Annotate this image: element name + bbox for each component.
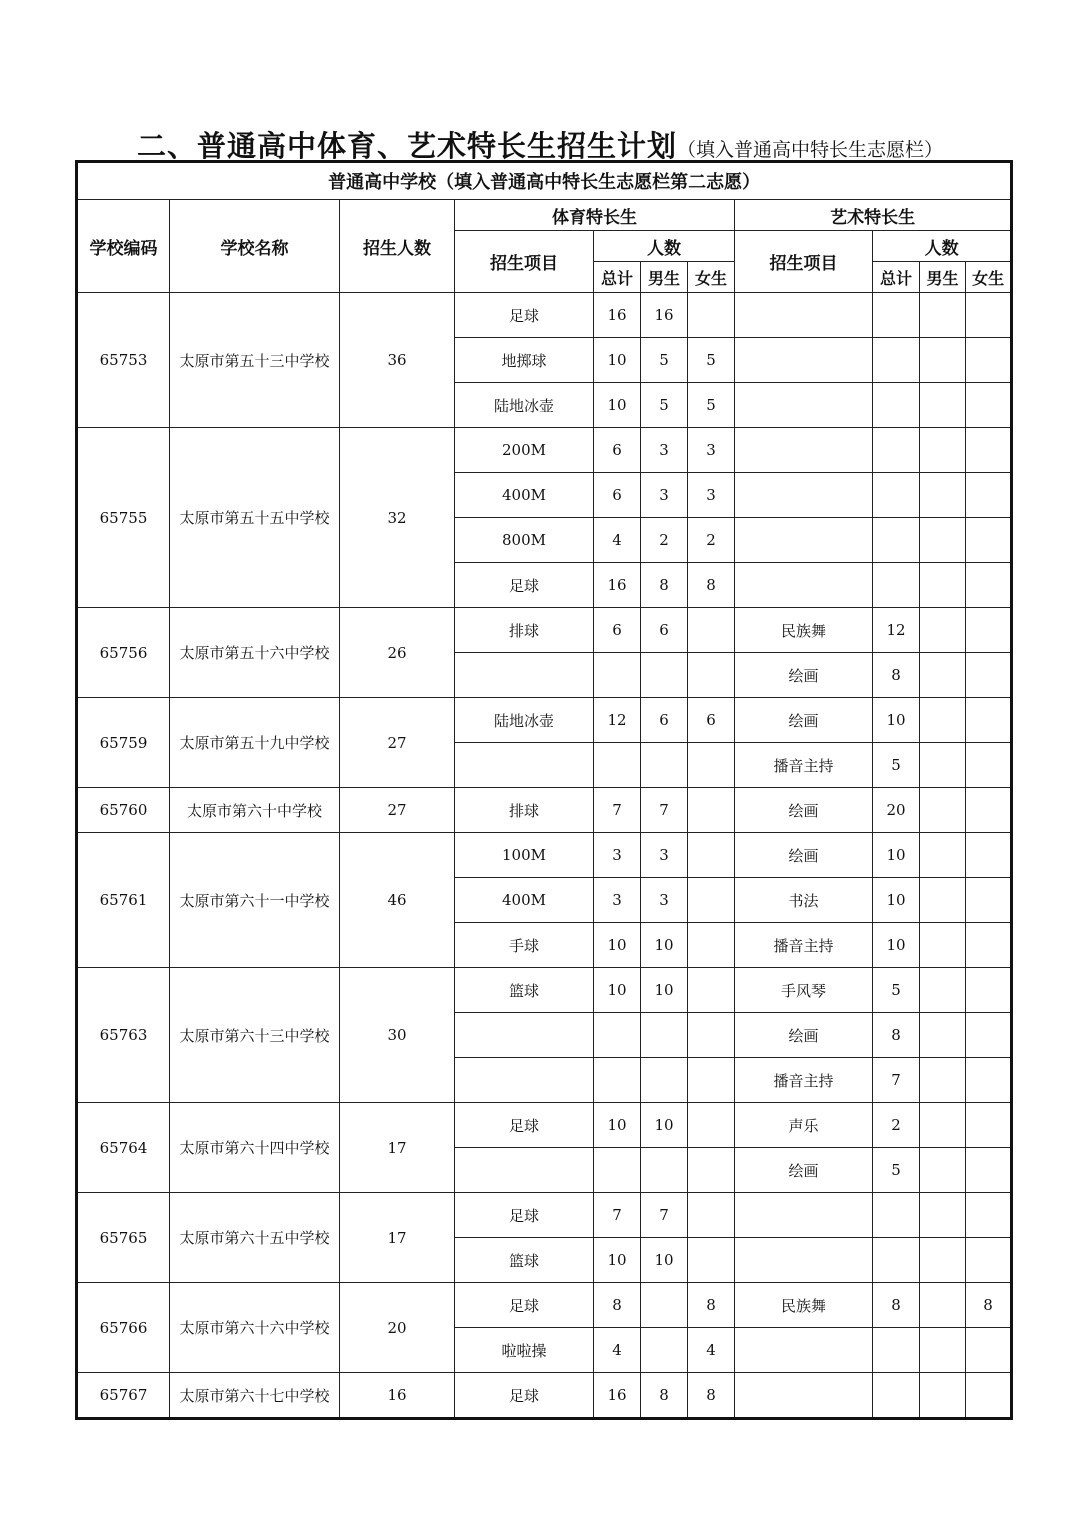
cell-arts-total bbox=[873, 1373, 920, 1419]
cell-arts-female bbox=[966, 1058, 1012, 1103]
cell-sports-male: 5 bbox=[641, 383, 688, 428]
cell-sports-total bbox=[594, 653, 641, 698]
cell-sports-total: 3 bbox=[594, 833, 641, 878]
cell-enrollment: 46 bbox=[340, 833, 455, 968]
cell-school-name: 太原市第五十九中学校 bbox=[170, 698, 340, 788]
header-enrollment: 招生人数 bbox=[340, 200, 455, 293]
cell-arts-project bbox=[735, 338, 873, 383]
cell-school-name: 太原市第六十五中学校 bbox=[170, 1193, 340, 1283]
cell-sports-male bbox=[641, 743, 688, 788]
cell-sports-total: 4 bbox=[594, 1328, 641, 1373]
page-title bbox=[0, 124, 1080, 165]
cell-arts-female bbox=[966, 1103, 1012, 1148]
cell-arts-project: 绘画 bbox=[735, 698, 873, 743]
cell-arts-project bbox=[735, 428, 873, 473]
cell-sports-total bbox=[594, 743, 641, 788]
cell-sports-male: 2 bbox=[641, 518, 688, 563]
cell-enrollment: 26 bbox=[340, 608, 455, 698]
cell-school-name: 太原市第六十中学校 bbox=[170, 788, 340, 833]
cell-sports-female bbox=[688, 1193, 735, 1238]
cell-arts-project bbox=[735, 1193, 873, 1238]
cell-sports-male: 7 bbox=[641, 788, 688, 833]
cell-arts-female bbox=[966, 383, 1012, 428]
cell-sports-total: 3 bbox=[594, 878, 641, 923]
cell-arts-male bbox=[920, 1193, 966, 1238]
cell-enrollment: 20 bbox=[340, 1283, 455, 1373]
cell-arts-female bbox=[966, 608, 1012, 653]
table-row bbox=[77, 1373, 1012, 1419]
cell-arts-project: 绘画 bbox=[735, 833, 873, 878]
cell-arts-project: 绘画 bbox=[735, 788, 873, 833]
cell-arts-female bbox=[966, 1238, 1012, 1283]
cell-sports-male: 8 bbox=[641, 563, 688, 608]
cell-school-code: 65755 bbox=[77, 428, 170, 608]
cell-enrollment: 17 bbox=[340, 1193, 455, 1283]
cell-school-name: 太原市第五十六中学校 bbox=[170, 608, 340, 698]
cell-sports-male: 5 bbox=[641, 338, 688, 383]
cell-sports-male bbox=[641, 1013, 688, 1058]
cell-sports-male: 8 bbox=[641, 1373, 688, 1419]
cell-sports-female bbox=[688, 608, 735, 653]
cell-school-code: 65753 bbox=[77, 293, 170, 428]
cell-arts-total bbox=[873, 428, 920, 473]
cell-sports-male: 3 bbox=[641, 473, 688, 518]
cell-sports-total: 10 bbox=[594, 338, 641, 383]
header-sports: 体育特长生 bbox=[455, 200, 735, 231]
cell-enrollment: 16 bbox=[340, 1373, 455, 1419]
cell-arts-total: 8 bbox=[873, 653, 920, 698]
cell-sports-total: 10 bbox=[594, 383, 641, 428]
cell-school-name: 太原市第六十四中学校 bbox=[170, 1103, 340, 1193]
header-sports-project: 招生项目 bbox=[455, 231, 594, 293]
cell-arts-male bbox=[920, 788, 966, 833]
cell-arts-project bbox=[735, 563, 873, 608]
header-arts-total: 总计 bbox=[873, 262, 920, 293]
header-school-code: 学校编码 bbox=[77, 200, 170, 293]
cell-sports-male: 6 bbox=[641, 608, 688, 653]
cell-arts-male bbox=[920, 1058, 966, 1103]
cell-arts-female bbox=[966, 563, 1012, 608]
cell-sports-project: 足球 bbox=[455, 293, 594, 338]
cell-arts-total: 5 bbox=[873, 1148, 920, 1193]
cell-arts-male bbox=[920, 1013, 966, 1058]
cell-arts-total bbox=[873, 338, 920, 383]
header-arts-male: 男生 bbox=[920, 262, 966, 293]
cell-sports-total bbox=[594, 1058, 641, 1103]
cell-arts-total bbox=[873, 1328, 920, 1373]
cell-arts-male bbox=[920, 743, 966, 788]
cell-arts-project bbox=[735, 1238, 873, 1283]
cell-sports-male bbox=[641, 653, 688, 698]
title-note: （填入普通高中特长生志愿栏） bbox=[677, 139, 944, 161]
cell-sports-total: 6 bbox=[594, 473, 641, 518]
cell-sports-project: 排球 bbox=[455, 608, 594, 653]
cell-sports-total: 8 bbox=[594, 1283, 641, 1328]
title-main: 二、普通高中体育、艺术特长生招生计划 bbox=[136, 129, 677, 163]
cell-enrollment: 36 bbox=[340, 293, 455, 428]
cell-sports-female bbox=[688, 788, 735, 833]
cell-sports-total: 10 bbox=[594, 1238, 641, 1283]
cell-sports-female: 8 bbox=[688, 1373, 735, 1419]
cell-sports-total: 7 bbox=[594, 1193, 641, 1238]
cell-arts-female bbox=[966, 1013, 1012, 1058]
cell-arts-male bbox=[920, 878, 966, 923]
cell-school-code: 65764 bbox=[77, 1103, 170, 1193]
cell-sports-female: 3 bbox=[688, 428, 735, 473]
cell-sports-female: 5 bbox=[688, 338, 735, 383]
cell-arts-male bbox=[920, 653, 966, 698]
cell-school-name: 太原市第六十六中学校 bbox=[170, 1283, 340, 1373]
cell-sports-female: 8 bbox=[688, 563, 735, 608]
cell-sports-total: 16 bbox=[594, 563, 641, 608]
cell-arts-total: 2 bbox=[873, 1103, 920, 1148]
cell-arts-male bbox=[920, 1103, 966, 1148]
cell-sports-total: 10 bbox=[594, 923, 641, 968]
cell-sports-total: 6 bbox=[594, 608, 641, 653]
header-arts-count: 人数 bbox=[873, 231, 1012, 262]
cell-sports-male: 6 bbox=[641, 698, 688, 743]
cell-sports-total: 10 bbox=[594, 1103, 641, 1148]
cell-arts-female bbox=[966, 1193, 1012, 1238]
cell-arts-male bbox=[920, 1283, 966, 1328]
table-body bbox=[77, 293, 1012, 1419]
cell-school-name: 太原市第六十三中学校 bbox=[170, 968, 340, 1103]
table-row bbox=[77, 1103, 1012, 1148]
cell-arts-female bbox=[966, 923, 1012, 968]
table-row bbox=[77, 968, 1012, 1013]
cell-sports-female bbox=[688, 1013, 735, 1058]
cell-school-code: 65765 bbox=[77, 1193, 170, 1283]
cell-arts-female bbox=[966, 788, 1012, 833]
cell-sports-project bbox=[455, 1148, 594, 1193]
cell-arts-male bbox=[920, 698, 966, 743]
cell-sports-project: 陆地冰壶 bbox=[455, 383, 594, 428]
cell-sports-project: 400M bbox=[455, 878, 594, 923]
cell-arts-project: 绘画 bbox=[735, 1148, 873, 1193]
cell-sports-female bbox=[688, 1058, 735, 1103]
cell-sports-project: 足球 bbox=[455, 1283, 594, 1328]
cell-sports-female bbox=[688, 968, 735, 1013]
table-row bbox=[77, 428, 1012, 473]
cell-sports-project: 200M bbox=[455, 428, 594, 473]
cell-sports-female bbox=[688, 833, 735, 878]
table-row bbox=[77, 608, 1012, 653]
cell-arts-project: 播音主持 bbox=[735, 1058, 873, 1103]
cell-arts-female bbox=[966, 698, 1012, 743]
cell-school-name: 太原市第六十七中学校 bbox=[170, 1373, 340, 1419]
cell-arts-female bbox=[966, 1148, 1012, 1193]
cell-sports-project: 足球 bbox=[455, 1103, 594, 1148]
cell-arts-male bbox=[920, 968, 966, 1013]
cell-sports-male bbox=[641, 1148, 688, 1193]
cell-arts-female bbox=[966, 473, 1012, 518]
cell-sports-female bbox=[688, 923, 735, 968]
cell-sports-male: 7 bbox=[641, 1193, 688, 1238]
cell-arts-male bbox=[920, 383, 966, 428]
cell-arts-male bbox=[920, 473, 966, 518]
cell-arts-project: 书法 bbox=[735, 878, 873, 923]
header-arts-female: 女生 bbox=[966, 262, 1012, 293]
cell-sports-female: 3 bbox=[688, 473, 735, 518]
cell-sports-total: 16 bbox=[594, 1373, 641, 1419]
cell-arts-female: 8 bbox=[966, 1283, 1012, 1328]
cell-arts-male bbox=[920, 1148, 966, 1193]
cell-sports-total: 12 bbox=[594, 698, 641, 743]
cell-enrollment: 17 bbox=[340, 1103, 455, 1193]
cell-sports-male: 3 bbox=[641, 428, 688, 473]
cell-sports-male bbox=[641, 1058, 688, 1103]
cell-sports-project bbox=[455, 1058, 594, 1103]
cell-arts-project bbox=[735, 1373, 873, 1419]
header-sports-female: 女生 bbox=[688, 262, 735, 293]
cell-sports-total: 16 bbox=[594, 293, 641, 338]
cell-school-name: 太原市第五十三中学校 bbox=[170, 293, 340, 428]
cell-school-name: 太原市第六十一中学校 bbox=[170, 833, 340, 968]
cell-arts-project bbox=[735, 1328, 873, 1373]
cell-arts-total: 5 bbox=[873, 968, 920, 1013]
cell-arts-project: 民族舞 bbox=[735, 1283, 873, 1328]
cell-arts-total: 8 bbox=[873, 1283, 920, 1328]
cell-arts-female bbox=[966, 1328, 1012, 1373]
cell-sports-project: 啦啦操 bbox=[455, 1328, 594, 1373]
cell-sports-female bbox=[688, 1148, 735, 1193]
cell-sports-male: 10 bbox=[641, 923, 688, 968]
cell-arts-female bbox=[966, 518, 1012, 563]
table-caption: 普通高中学校（填入普通高中特长生志愿栏第二志愿） bbox=[77, 162, 1012, 200]
cell-arts-male bbox=[920, 833, 966, 878]
cell-arts-total: 20 bbox=[873, 788, 920, 833]
cell-arts-project: 绘画 bbox=[735, 1013, 873, 1058]
cell-arts-total bbox=[873, 1238, 920, 1283]
cell-arts-total: 8 bbox=[873, 1013, 920, 1058]
cell-sports-female bbox=[688, 1103, 735, 1148]
cell-sports-female bbox=[688, 293, 735, 338]
cell-arts-project: 声乐 bbox=[735, 1103, 873, 1148]
cell-arts-project: 播音主持 bbox=[735, 743, 873, 788]
cell-arts-total: 7 bbox=[873, 1058, 920, 1103]
cell-arts-project bbox=[735, 383, 873, 428]
header-school-name: 学校名称 bbox=[170, 200, 340, 293]
cell-arts-project: 手风琴 bbox=[735, 968, 873, 1013]
cell-arts-project bbox=[735, 518, 873, 563]
cell-arts-total: 12 bbox=[873, 608, 920, 653]
cell-sports-project: 手球 bbox=[455, 923, 594, 968]
cell-arts-project bbox=[735, 293, 873, 338]
cell-sports-project: 足球 bbox=[455, 563, 594, 608]
cell-sports-project: 篮球 bbox=[455, 968, 594, 1013]
cell-arts-project: 播音主持 bbox=[735, 923, 873, 968]
cell-sports-project: 800M bbox=[455, 518, 594, 563]
table-row bbox=[77, 293, 1012, 338]
cell-arts-female bbox=[966, 1373, 1012, 1419]
cell-sports-female bbox=[688, 653, 735, 698]
cell-arts-total: 10 bbox=[873, 833, 920, 878]
cell-sports-total: 10 bbox=[594, 968, 641, 1013]
cell-sports-male: 10 bbox=[641, 1238, 688, 1283]
table-row bbox=[77, 1283, 1012, 1328]
table-row bbox=[77, 1193, 1012, 1238]
cell-sports-female: 2 bbox=[688, 518, 735, 563]
cell-sports-female: 6 bbox=[688, 698, 735, 743]
cell-sports-female: 8 bbox=[688, 1283, 735, 1328]
header-arts-project: 招生项目 bbox=[735, 231, 873, 293]
cell-arts-total bbox=[873, 383, 920, 428]
cell-sports-total: 6 bbox=[594, 428, 641, 473]
cell-sports-male bbox=[641, 1328, 688, 1373]
cell-school-code: 65756 bbox=[77, 608, 170, 698]
cell-arts-female bbox=[966, 428, 1012, 473]
cell-sports-male: 10 bbox=[641, 1103, 688, 1148]
cell-arts-total: 10 bbox=[873, 698, 920, 743]
cell-sports-project: 地掷球 bbox=[455, 338, 594, 383]
cell-sports-male bbox=[641, 1283, 688, 1328]
cell-sports-project bbox=[455, 653, 594, 698]
table-row bbox=[77, 833, 1012, 878]
cell-enrollment: 27 bbox=[340, 698, 455, 788]
cell-arts-total bbox=[873, 563, 920, 608]
cell-school-code: 65766 bbox=[77, 1283, 170, 1373]
cell-arts-female bbox=[966, 338, 1012, 383]
cell-enrollment: 30 bbox=[340, 968, 455, 1103]
cell-sports-project: 陆地冰壶 bbox=[455, 698, 594, 743]
cell-sports-male: 16 bbox=[641, 293, 688, 338]
cell-sports-female bbox=[688, 1238, 735, 1283]
cell-arts-project: 民族舞 bbox=[735, 608, 873, 653]
cell-arts-total bbox=[873, 518, 920, 563]
header-sports-total: 总计 bbox=[594, 262, 641, 293]
table-row bbox=[77, 698, 1012, 743]
cell-arts-female bbox=[966, 878, 1012, 923]
cell-school-code: 65763 bbox=[77, 968, 170, 1103]
cell-arts-total bbox=[873, 473, 920, 518]
cell-enrollment: 27 bbox=[340, 788, 455, 833]
cell-arts-female bbox=[966, 743, 1012, 788]
cell-sports-female: 4 bbox=[688, 1328, 735, 1373]
cell-school-code: 65761 bbox=[77, 833, 170, 968]
cell-school-code: 65767 bbox=[77, 1373, 170, 1419]
cell-sports-project: 400M bbox=[455, 473, 594, 518]
cell-arts-project: 绘画 bbox=[735, 653, 873, 698]
cell-sports-male: 10 bbox=[641, 968, 688, 1013]
cell-arts-male bbox=[920, 563, 966, 608]
cell-arts-total: 10 bbox=[873, 878, 920, 923]
cell-arts-female bbox=[966, 653, 1012, 698]
cell-sports-project: 篮球 bbox=[455, 1238, 594, 1283]
cell-sports-total bbox=[594, 1013, 641, 1058]
cell-school-code: 65759 bbox=[77, 698, 170, 788]
cell-arts-male bbox=[920, 293, 966, 338]
cell-sports-total: 7 bbox=[594, 788, 641, 833]
cell-arts-male bbox=[920, 1328, 966, 1373]
cell-enrollment: 32 bbox=[340, 428, 455, 608]
header-arts: 艺术特长生 bbox=[735, 200, 1012, 231]
cell-arts-male bbox=[920, 923, 966, 968]
cell-arts-male bbox=[920, 338, 966, 383]
cell-school-name: 太原市第五十五中学校 bbox=[170, 428, 340, 608]
cell-arts-total: 5 bbox=[873, 743, 920, 788]
cell-arts-project bbox=[735, 473, 873, 518]
cell-arts-total bbox=[873, 1193, 920, 1238]
cell-sports-project: 排球 bbox=[455, 788, 594, 833]
cell-sports-total bbox=[594, 1148, 641, 1193]
cell-sports-female bbox=[688, 878, 735, 923]
cell-sports-male: 3 bbox=[641, 833, 688, 878]
enrollment-plan-table bbox=[75, 160, 1013, 1420]
cell-sports-project bbox=[455, 743, 594, 788]
cell-sports-female bbox=[688, 743, 735, 788]
cell-sports-project: 100M bbox=[455, 833, 594, 878]
cell-arts-male bbox=[920, 1238, 966, 1283]
cell-sports-project: 足球 bbox=[455, 1373, 594, 1419]
cell-arts-female bbox=[966, 293, 1012, 338]
cell-arts-female bbox=[966, 833, 1012, 878]
cell-arts-total bbox=[873, 293, 920, 338]
cell-school-code: 65760 bbox=[77, 788, 170, 833]
cell-arts-total: 10 bbox=[873, 923, 920, 968]
cell-arts-male bbox=[920, 518, 966, 563]
cell-arts-male bbox=[920, 1373, 966, 1419]
header-sports-count: 人数 bbox=[594, 231, 735, 262]
cell-arts-female bbox=[966, 968, 1012, 1013]
cell-sports-male: 3 bbox=[641, 878, 688, 923]
header-sports-male: 男生 bbox=[641, 262, 688, 293]
cell-sports-total: 4 bbox=[594, 518, 641, 563]
cell-sports-project bbox=[455, 1013, 594, 1058]
cell-sports-project: 足球 bbox=[455, 1193, 594, 1238]
cell-arts-male bbox=[920, 608, 966, 653]
cell-sports-female: 5 bbox=[688, 383, 735, 428]
table-row bbox=[77, 788, 1012, 833]
cell-arts-male bbox=[920, 428, 966, 473]
